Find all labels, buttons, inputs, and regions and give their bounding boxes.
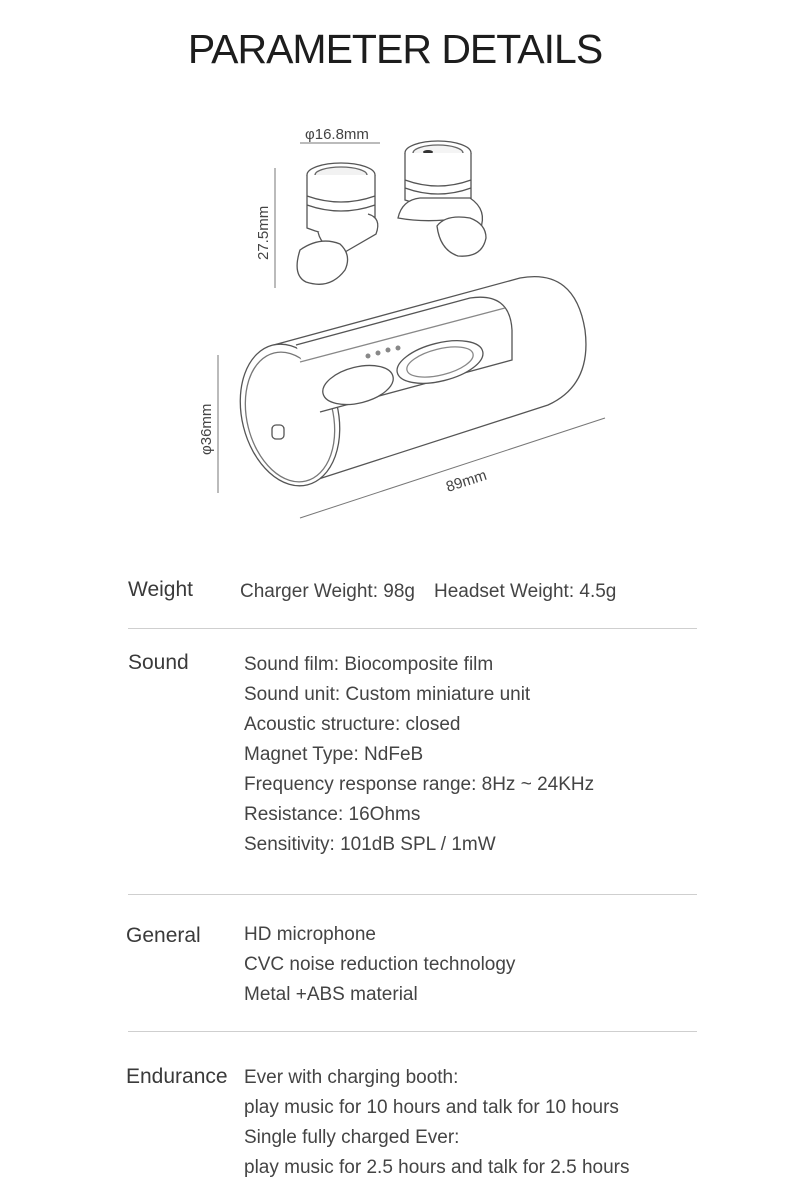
- spec-line: Frequency response range: 8Hz ~ 24KHz: [244, 774, 595, 795]
- spec-line: Sensitivity: 101dB SPL / 1mW: [244, 834, 496, 855]
- case-length-label: 89mm: [443, 466, 489, 496]
- case-diameter-label: φ36mm: [198, 403, 215, 455]
- spec-line: Sound unit: Custom miniature unit: [244, 684, 531, 705]
- spec-line: HD microphone: [244, 924, 376, 945]
- spec-line: play music for 2.5 hours and talk for 2.5 hours: [244, 1157, 630, 1178]
- spec-line: Ever with charging booth:: [244, 1067, 459, 1088]
- spec-line: CVC noise reduction technology: [244, 954, 516, 975]
- spec-line: Resistance: 16Ohms: [244, 804, 421, 825]
- page-title: PARAMETER DETAILS: [187, 26, 603, 72]
- general-specs: [244, 920, 744, 1010]
- sound-specs: [244, 650, 744, 860]
- spec-line: Sound film: Biocomposite film: [244, 654, 494, 675]
- sound-label: Sound: [128, 651, 189, 674]
- divider: [128, 628, 697, 629]
- earbud-width-label: φ16.8mm: [305, 126, 369, 143]
- weight-label: Weight: [128, 578, 193, 601]
- spec-line: play music for 10 hours and talk for 10 hours: [244, 1097, 619, 1118]
- spec-line: Acoustic structure: closed: [244, 714, 461, 735]
- spec-line: Metal +ABS material: [244, 984, 418, 1005]
- spec-line: Single fully charged Ever:: [244, 1127, 460, 1148]
- endurance-specs: [244, 1063, 744, 1183]
- charger-weight: Charger Weight: 98g: [240, 581, 415, 602]
- endurance-label: Endurance: [126, 1065, 228, 1088]
- divider: [128, 1031, 697, 1032]
- general-label: General: [126, 924, 201, 947]
- earbud-height-label: 27.5mm: [255, 205, 272, 260]
- divider: [128, 894, 697, 895]
- spec-line: Magnet Type: NdFeB: [244, 744, 424, 765]
- headset-weight: Headset Weight: 4.5g: [434, 581, 617, 602]
